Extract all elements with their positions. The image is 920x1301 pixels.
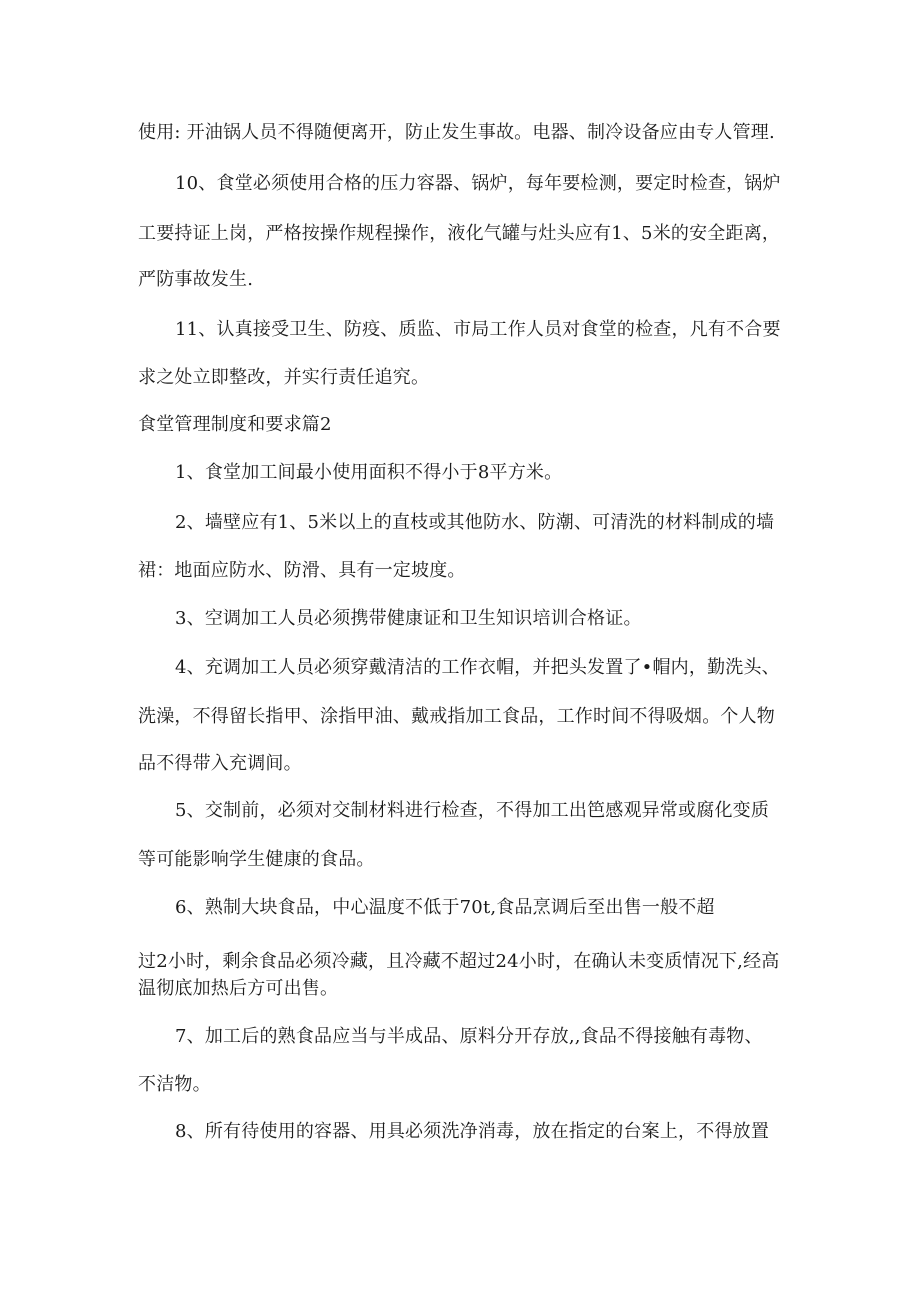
text-line: 6、熟制大块食品，中心温度不低于70t,食品烹调后至出售一般不超 <box>175 897 715 918</box>
text-line: 温彻底加热后方可出售。 <box>138 978 339 999</box>
text-line: 求之处立即整改，并实行责任追究。 <box>138 367 430 388</box>
text-line: 2、墙壁应有1、5米以上的直枝或其他防水、防潮、可清洗的材料制成的墙 <box>175 512 775 533</box>
text-line: 1、食堂加工间最小使用面积不得小于8平方米。 <box>175 462 563 483</box>
text-line: 工要持证上岗，严格按操作规程操作，液化气罐与灶头应有1、5米的安全距离， <box>138 223 781 244</box>
section-heading: 食堂管理制度和要求篇2 <box>138 414 332 435</box>
text-line: 裙：地面应防水、防滑、具有一定坡度。 <box>138 560 466 581</box>
text-line: 洗澡，不得留长指甲、涂指甲油、戴戒指加工食品，工作时间不得吸烟。个人物 <box>138 706 775 727</box>
text-line: 5、交制前，必须对交制材料进行检查，不得加工出笆感观异常或腐化变质 <box>175 800 770 821</box>
text-line: 等可能影响学生健康的食品。 <box>138 849 375 870</box>
text-line: 使用: 开油锅人员不得随便离开，防止发生事故。电器、制冷设备应由专人管理. <box>138 122 775 143</box>
text-line: 严防事故发生. <box>138 269 254 290</box>
text-line: 过2小时，剩余食品必须冷藏，且冷藏不超过24小时，在确认未变质情况下,经高 <box>138 951 780 972</box>
text-line: 8、所有待使用的容器、用具必须洗净消毒，放在指定的台案上，不得放置 <box>175 1121 770 1142</box>
text-line: 11、认真接受卫生、防疫、质监、市局工作人员对食堂的检查，凡有不合要 <box>175 319 781 340</box>
text-line: 品不得带入充调间。 <box>138 753 302 774</box>
text-line: 4、充调加工人员必须穿戴清洁的工作衣帽，并把头发置了•帽内，勤洗头、 <box>175 657 780 678</box>
text-line: 10、食堂必须使用合格的压力容器、锅炉，每年要检测，要定时检查，锅炉 <box>175 173 781 194</box>
text-line: 3、空调加工人员必须携带健康证和卫生知识培训合格证。 <box>175 608 642 629</box>
text-line: 不洁物。 <box>138 1074 211 1095</box>
text-line: 7、加工后的熟食品应当与半成品、原料分开存放,,食品不得接触有毒物、 <box>175 1026 763 1047</box>
